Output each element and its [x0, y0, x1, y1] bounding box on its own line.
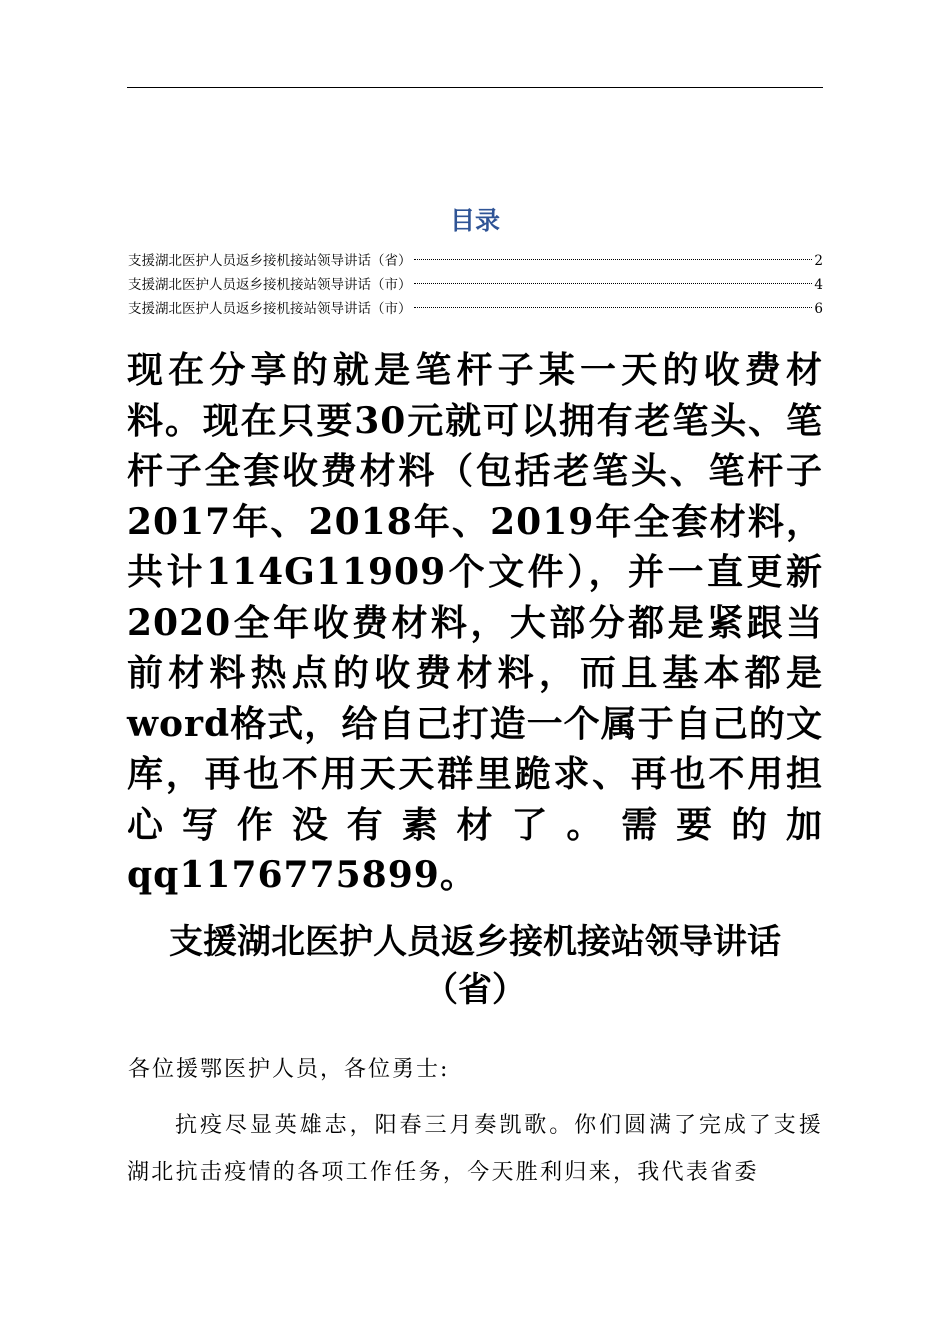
- header-rule: [127, 87, 823, 88]
- body-paragraph: 抗疫尽显英雄志，阳春三月奏凯歌。你们圆满了完成了支援湖北抗击疫情的各项工作任务，今天胜利归来，我代表省委: [127, 1113, 823, 1185]
- toc-list: [128, 249, 823, 321]
- toc-entry[interactable]: [128, 273, 823, 297]
- promo-paragraph: 现在分享的就是笔杆子某一天的收费材料。现在只要30元就可以拥有老笔头、笔杆子全套收费材料（包括老笔头、笔杆子2017年、2018年、2019年全套材料，共计114G11909个文件），并一直更新2020全年收费材料，大部分都是紧跟当前材料热点的收费材料，而且基本都是word格式，给自己打造一个属于自己的文库，再也不用天天群里跪求、再也不用担心写作没有素材了。需要的加qq1176775899。: [127, 349, 823, 896]
- toc-entry-page: 2: [814, 253, 823, 269]
- toc-entry-text: 支援湖北医护人员返乡接机接站领导讲话（省）: [128, 253, 412, 269]
- toc-entry-page: 4: [814, 277, 823, 293]
- salutation: 各位援鄂医护人员，各位勇士:: [128, 1057, 450, 1082]
- speech-title-main: 支援湖北医护人员返乡接机接站领导讲话: [169, 922, 781, 962]
- toc-leader-dots: [414, 259, 813, 260]
- speech-title: [0, 918, 950, 1014]
- speech-title-suffix: （省）: [424, 970, 526, 1010]
- toc-entry[interactable]: [128, 249, 823, 273]
- toc-leader-dots: [414, 307, 813, 308]
- toc-entry-text: 支援湖北医护人员返乡接机接站领导讲话（市）: [128, 301, 412, 317]
- toc-title: 目录: [449, 206, 500, 235]
- toc-entry-page: 6: [814, 301, 823, 317]
- toc-entry[interactable]: [128, 297, 823, 321]
- toc-entry-text: 支援湖北医护人员返乡接机接站领导讲话（市）: [128, 277, 412, 293]
- toc-leader-dots: [414, 283, 813, 284]
